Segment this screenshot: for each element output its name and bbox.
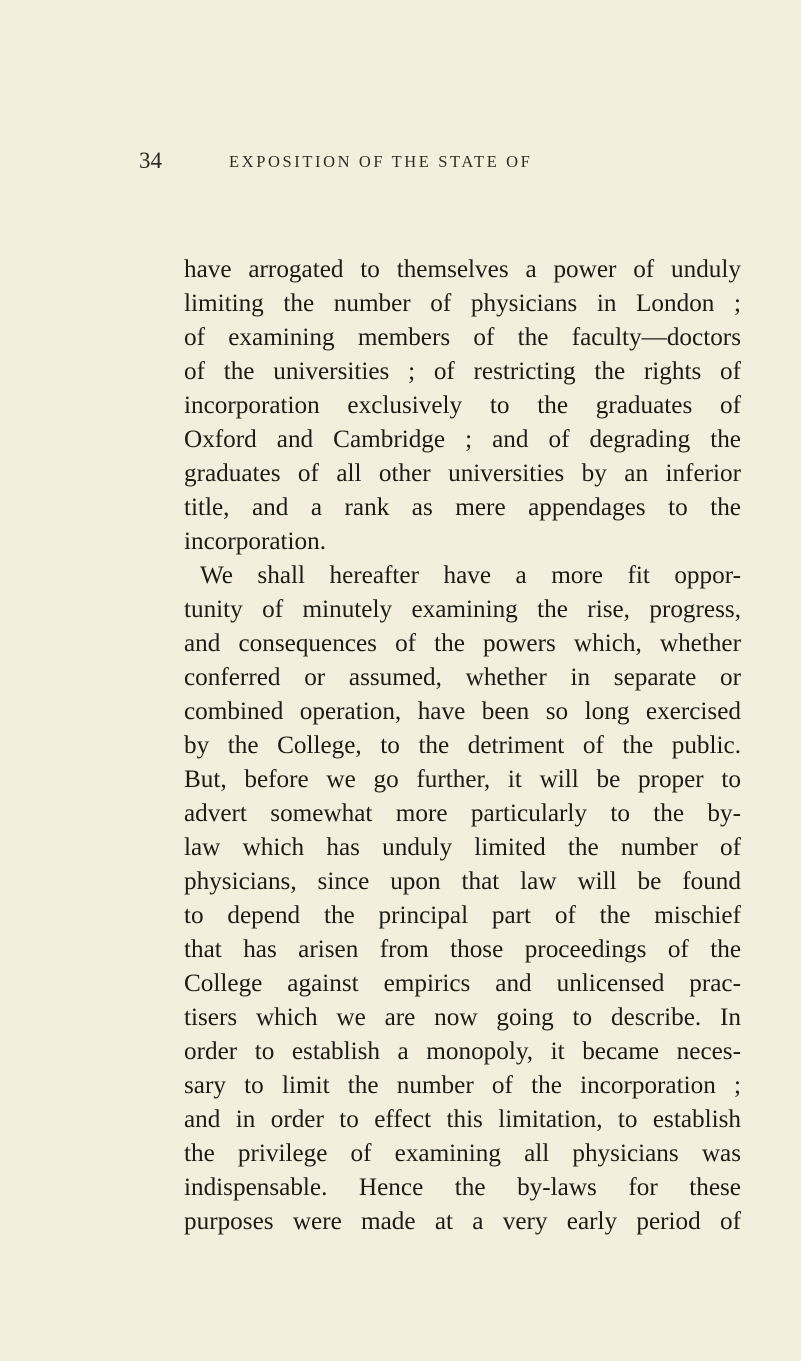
text-line: limiting the number of physicians in London ; bbox=[184, 290, 741, 317]
text-line: the privilege of examining all physicians was bbox=[184, 1140, 741, 1167]
text-line: by the College, to the detriment of the public. bbox=[184, 732, 741, 759]
text-line: and consequences of the powers which, whether bbox=[184, 630, 741, 657]
running-head-title: EXPOSITION OF THE STATE OF bbox=[229, 152, 533, 171]
text-line: advert somewhat more particularly to the by- bbox=[184, 800, 741, 827]
text-line: But, before we go further, it will be proper to bbox=[184, 766, 741, 793]
text-line: tunity of minutely examining the rise, progress, bbox=[184, 596, 741, 623]
text-line: We shall hereafter have a more fit oppor- bbox=[200, 562, 741, 589]
text-line: that has arisen from those proceedings of the bbox=[184, 936, 741, 963]
text-line: graduates of all other universities by an inferior bbox=[184, 460, 741, 487]
text-line: tisers which we are now going to describe. In bbox=[184, 1004, 741, 1031]
text-line: combined operation, have been so long exercised bbox=[184, 698, 741, 725]
text-line: incorporation. bbox=[184, 528, 326, 555]
page-number: 34 bbox=[139, 148, 162, 173]
text-line: physicians, since upon that law will be found bbox=[184, 868, 741, 895]
text-line: to depend the principal part of the mischief bbox=[184, 902, 741, 929]
text-line: title, and a rank as mere appendages to the bbox=[184, 494, 741, 521]
text-line: indispensable. Hence the by-laws for these bbox=[184, 1174, 741, 1201]
text-line: conferred or assumed, whether in separate or bbox=[184, 664, 741, 691]
text-line: College against empirics and unlicensed prac- bbox=[184, 970, 741, 997]
text-line: sary to limit the number of the incorporation ; bbox=[184, 1072, 741, 1099]
text-line: purposes were made at a very early period of bbox=[184, 1208, 741, 1235]
text-line: order to establish a monopoly, it became neces- bbox=[184, 1038, 741, 1065]
text-line: have arrogated to themselves a power of unduly bbox=[184, 256, 741, 283]
text-line: and in order to effect this limitation, to establish bbox=[184, 1106, 741, 1133]
text-line: of the universities ; of restricting the rights of bbox=[184, 358, 741, 385]
text-line: of examining members of the faculty—doctors bbox=[184, 324, 741, 351]
text-line: incorporation exclusively to the graduates of bbox=[184, 392, 741, 419]
text-line: Oxford and Cambridge ; and of degrading the bbox=[184, 426, 741, 453]
text-line: law which has unduly limited the number of bbox=[184, 834, 741, 861]
